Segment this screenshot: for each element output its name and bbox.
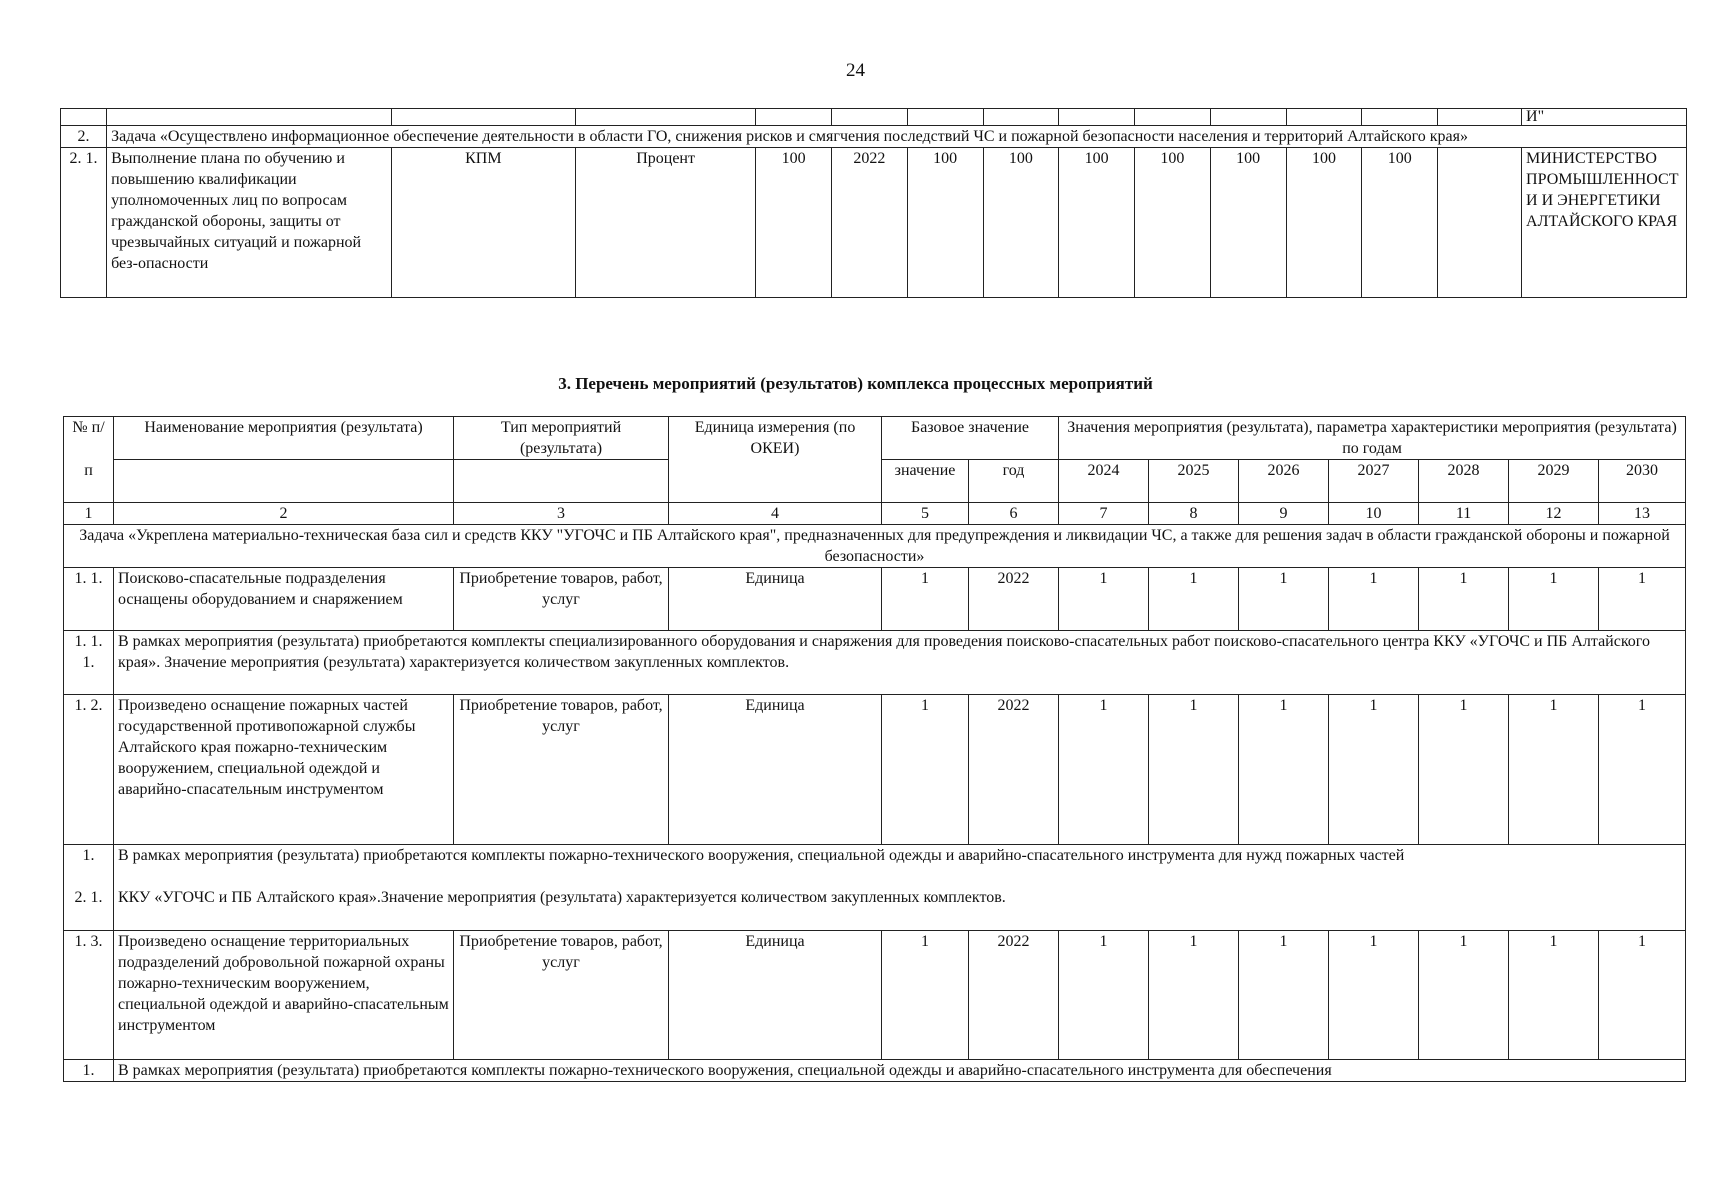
description-text (114, 845, 1686, 931)
value-cell: 1 (1149, 931, 1239, 1060)
value-cell: 1 (1329, 931, 1419, 1060)
header-row-1 (64, 417, 1686, 460)
measure-unit: Единица (669, 695, 882, 845)
column-number: 2 (114, 503, 454, 525)
column-number: 8 (1149, 503, 1239, 525)
indicator-row (61, 148, 1687, 298)
header-name: Наименование мероприятия (результата) (114, 417, 454, 460)
value-cell: 1 (1419, 568, 1509, 631)
header-year: 2029 (1509, 460, 1599, 503)
measure-name: Поисково-спасательные подразделения оснащены оборудованием и снаряжением (114, 568, 454, 631)
column-number: 6 (969, 503, 1059, 525)
measure-row (64, 568, 1686, 631)
measure-name: Произведено оснащение пожарных частей государственной противопожарной службы Алтайского края пожарно-техническим вооружением, специальной одеждой и аварийно-спасательным инструментом (114, 695, 454, 845)
header-unit: Единица измерения (по ОКЕИ) (669, 417, 882, 503)
header-fragment-row (61, 109, 1687, 126)
value-cell: 1 (1509, 931, 1599, 1060)
responsible: МИНИСТЕРСТВО ПРОМЫШЛЕННОСТИ И ЭНЕРГЕТИКИ АЛТАЙСКОГО КРАЯ (1522, 148, 1687, 298)
base-value: 100 (756, 148, 832, 298)
measure-unit: Единица (669, 931, 882, 1060)
header-year: 2026 (1239, 460, 1329, 503)
row-number: 1. 1. (64, 568, 114, 631)
measure-unit: Единица (669, 568, 882, 631)
row-number: 2. 1. (61, 148, 107, 298)
column-number: 10 (1329, 503, 1419, 525)
header-num: № п/ (64, 417, 114, 460)
column-number: 9 (1239, 503, 1329, 525)
description-row (64, 1060, 1686, 1082)
measures-table (63, 416, 1686, 1082)
base-year: 2022 (969, 695, 1059, 845)
column-number: 5 (882, 503, 969, 525)
description-text: В рамках мероприятия (результата) приобретаются комплекты специализированного оборудования и снаряжения для проведения поисково-спасательных работ поисково-спасательного центра ККУ «УГОЧС и ПБ Алтайского края». Значение мероприятия (результата) характеризуется количеством закупленных комплектов. (114, 631, 1686, 695)
header-year: 2025 (1149, 460, 1239, 503)
value-cell: 1 (1329, 695, 1419, 845)
value-cell: 1 (1239, 931, 1329, 1060)
value-cell: 100 (1210, 148, 1286, 298)
value-cell: 1 (1599, 931, 1686, 1060)
base-value: 1 (882, 695, 969, 845)
value-cell: 1 (1329, 568, 1419, 631)
base-value: 1 (882, 931, 969, 1060)
header-values-title: Значения мероприятия (результата), параметра характеристики мероприятия (результата) по годам (1059, 417, 1686, 460)
row-number: 1. 2. (64, 695, 114, 845)
description-number (64, 845, 114, 931)
measure-row (64, 931, 1686, 1060)
header-year: 2028 (1419, 460, 1509, 503)
header-base-value: значение (882, 460, 969, 503)
task-text: Задача «Осуществлено информационное обеспечение деятельности в области ГО, снижения рисков и смягчения последствий ЧС и пожарной безопасности населения и территорий Алтайского края» (107, 126, 1687, 148)
header-year: 2024 (1059, 460, 1149, 503)
header-type: Тип мероприятий (результата) (454, 417, 669, 460)
value-cell: 100 (1286, 148, 1362, 298)
column-number: 1 (64, 503, 114, 525)
value-cell: 100 (983, 148, 1059, 298)
value-cell: 1 (1239, 695, 1329, 845)
description-line: ККУ «УГОЧС и ПБ Алтайского края».Значение мероприятия (результата) характеризуется количеством закупленных комплектов. (118, 889, 1006, 906)
value-cell: 1 (1509, 568, 1599, 631)
header-year: 2027 (1329, 460, 1419, 503)
measure-row (64, 695, 1686, 845)
base-year: 2022 (831, 148, 907, 298)
value-cell: 100 (907, 148, 983, 298)
page-number: 24 (846, 60, 865, 81)
column-number: 11 (1419, 503, 1509, 525)
base-value: 1 (882, 568, 969, 631)
description-number-part: 1. (82, 847, 95, 864)
value-cell: 1 (1599, 695, 1686, 845)
header-year: 2030 (1599, 460, 1686, 503)
indicator-type: КПМ (391, 148, 575, 298)
header-base-year: год (969, 460, 1059, 503)
column-number: 4 (669, 503, 882, 525)
value-cell: 100 (1362, 148, 1438, 298)
task-text: Задача «Укреплена материально-техническая база сил и средств ККУ "УГОЧС и ПБ Алтайского края", предназначенных для предупреждения и ликвидации ЧС, а также для решения задач в области гражданской обороны и пожарной безопасности» (64, 525, 1686, 568)
column-number: 12 (1509, 503, 1599, 525)
description-row (64, 845, 1686, 931)
value-cell: 1 (1059, 568, 1149, 631)
measure-type: Приобретение товаров, работ, услуг (454, 931, 669, 1060)
measure-type: Приобретение товаров, работ, услуг (454, 695, 669, 845)
task-number: 2. (61, 126, 107, 148)
value-cell: 1 (1149, 695, 1239, 845)
value-cell: 100 (1059, 148, 1135, 298)
value-cell: 1 (1059, 931, 1149, 1060)
description-number-part: 2. 1. (74, 889, 103, 906)
task-row (64, 525, 1686, 568)
base-year: 2022 (969, 931, 1059, 1060)
indicators-table (60, 108, 1687, 298)
measure-name: Произведено оснащение территориальных подразделений добровольной пожарной охраны пожарно-техническим вооружением, специальной одеждой и аварийно-спасательным инструментом (114, 931, 454, 1060)
indicator-unit: Процент (576, 148, 756, 298)
header-num-cont: п (64, 460, 114, 503)
column-numbers-row (64, 503, 1686, 525)
value-cell: 1 (1599, 568, 1686, 631)
task-row (61, 126, 1687, 148)
header-fragment: И" (1522, 109, 1687, 126)
column-number: 13 (1599, 503, 1686, 525)
description-row (64, 631, 1686, 695)
section-title: 3. Перечень мероприятий (результатов) комплекса процессных мероприятий (558, 374, 1153, 393)
value-cell: 1 (1419, 695, 1509, 845)
description-line: В рамках мероприятия (результата) приобретаются комплекты пожарно-технического вооружения, специальной одежды и аварийно-спасательного инструмента для нужд пожарных частей (118, 847, 1405, 864)
value-cell: 1 (1419, 931, 1509, 1060)
column-number: 7 (1059, 503, 1149, 525)
header-base: Базовое значение (882, 417, 1059, 460)
indicator-name: Выполнение плана по обучению и повышению квалификации уполномоченных лиц по вопросам гражданской обороны, защиты от чрезвычайных ситуаций и пожарной без-опасности (107, 148, 392, 298)
value-cell: 100 (1135, 148, 1211, 298)
value-cell: 1 (1059, 695, 1149, 845)
value-cell: 1 (1149, 568, 1239, 631)
description-number: 1. (64, 1060, 114, 1082)
description-number: 1. 1. 1. (64, 631, 114, 695)
row-number: 1. 3. (64, 931, 114, 1060)
base-year: 2022 (969, 568, 1059, 631)
description-text: В рамках мероприятия (результата) приобретаются комплекты пожарно-технического вооружения, специальной одежды и аварийно-спасательного инструмента для обеспечения (114, 1060, 1686, 1082)
measure-type: Приобретение товаров, работ, услуг (454, 568, 669, 631)
value-cell: 1 (1239, 568, 1329, 631)
column-number: 3 (454, 503, 669, 525)
value-cell: 1 (1509, 695, 1599, 845)
